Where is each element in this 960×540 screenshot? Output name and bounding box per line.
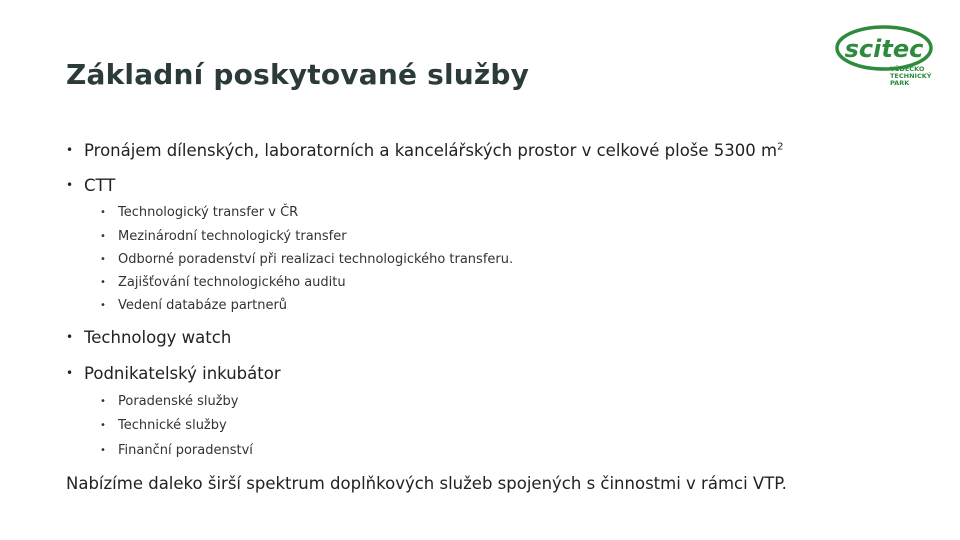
sub-bullet [100, 298, 287, 313]
sub-bullet [100, 275, 346, 290]
sub-bullet-text: Poradenské služby [118, 394, 239, 409]
bullet-dot: • [66, 330, 74, 344]
sub-bullet [100, 418, 227, 433]
logo-subtitle-line3: PARK [890, 79, 910, 87]
sub-bullet-text: Zajišťování technologického auditu [118, 275, 346, 290]
sub-bullet-text: Finanční poradenství [118, 443, 253, 458]
bullet-incubator [66, 364, 281, 383]
sub-bullet-text: Vedení databáze partnerů [118, 298, 288, 313]
bullet-rental-text: Pronájem dílenských, laboratorních a kancelářských prostor v celkové ploše 5300 m [84, 141, 778, 160]
sub-bullet-text: Technické služby [118, 418, 227, 433]
bullet-dot: • [100, 396, 106, 407]
sub-bullet [100, 394, 239, 409]
bullet-dot: • [100, 207, 106, 218]
sub-bullet [100, 205, 298, 220]
sub-bullet-text: Odborné poradenství při realizaci technologického transferu. [118, 252, 514, 267]
bullet-ctt [66, 176, 115, 195]
bullet-dot: • [100, 445, 106, 456]
slide-title: Základní poskytované služby [66, 58, 530, 91]
logo-subtitle-line1: VĚDECKO [890, 65, 925, 73]
bullet-technology-watch-text: Technology watch [84, 328, 232, 347]
bullet-ctt-text: CTT [84, 176, 116, 195]
bullet-dot: • [66, 143, 74, 157]
logo-brand-text: scitec [844, 35, 924, 63]
bullet-dot: • [100, 300, 106, 311]
logo-subtitle-line2: TECHNICKÝ [890, 72, 932, 80]
bullet-dot: • [66, 366, 74, 380]
bullet-dot: • [100, 277, 106, 288]
bullet-dot: • [66, 178, 74, 192]
sub-bullet [100, 443, 253, 458]
bullet-dot: • [100, 254, 106, 265]
bullet-dot: • [100, 231, 106, 242]
sub-bullet-text: Mezinárodní technologický transfer [118, 229, 347, 244]
bullet-rental [66, 141, 783, 160]
sub-bullet-text: Technologický transfer v ČR [118, 205, 299, 220]
logo-subtitle [890, 66, 950, 87]
bullet-rental-sup: 2 [777, 141, 784, 153]
bullet-incubator-text: Podnikatelský inkubátor [84, 364, 281, 383]
sub-bullet [100, 229, 347, 244]
sub-bullet [100, 252, 513, 267]
closing-statement: Nabízíme daleko širší spektrum doplňkových služeb spojených s činnostmi v rámci VTP. [66, 474, 787, 493]
bullet-technology-watch [66, 328, 231, 347]
bullet-dot: • [100, 420, 106, 431]
